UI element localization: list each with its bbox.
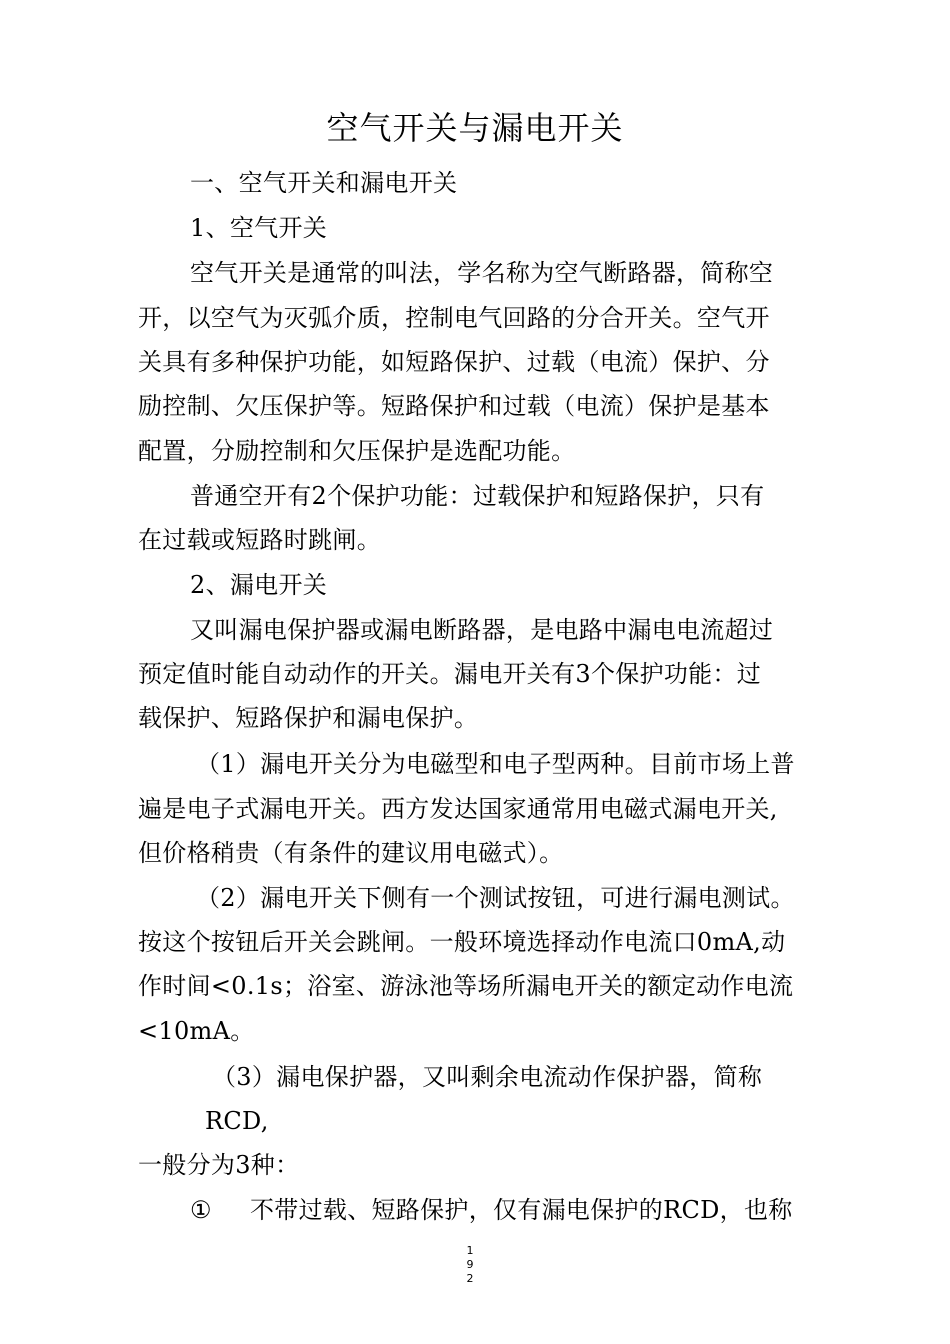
paragraph-line: 又叫漏电保护器或漏电断路器，是电路中漏电电流超过: [190, 616, 774, 644]
paragraph-line: 但价格稍贵（有条件的建议用电磁式）。: [138, 839, 564, 867]
list-marker: ①: [190, 1196, 212, 1224]
paragraph-line: 空气开关是通常的叫法，学名称为空气断路器，简称空: [190, 259, 774, 287]
paragraph-line: （2）漏电开关下侧有一个测试按钮，可进行漏电测试。: [196, 884, 795, 912]
paragraph-line: RCD,: [205, 1107, 269, 1135]
paragraph-line: 在过载或短路时跳闸。: [138, 526, 381, 554]
page-number-digit: 9: [466, 1258, 474, 1271]
paragraph-line: <10mA。: [138, 1017, 255, 1045]
subsection-heading: 1、空气开关: [190, 214, 328, 242]
paragraph-line: 遍是电子式漏电开关。西方发达国家通常用电磁式漏电开关,: [138, 795, 778, 823]
paragraph-line: 作时间<0.1s；浴室、游泳池等场所漏电开关的额定动作电流: [138, 972, 794, 1000]
paragraph-line: 一般分为3种：: [138, 1151, 300, 1179]
paragraph-line: 励控制、欠压保护等。短路保护和过载（电流）保护是基本: [138, 392, 770, 420]
paragraph-line: 普通空开有2个保护功能：过载保护和短路保护，只有: [190, 482, 765, 510]
page-number-digit: 2: [466, 1272, 474, 1285]
paragraph-line: 预定值时能自动动作的开关。漏电开关有3个保护功能：过: [138, 660, 762, 688]
document-title: 空气开关与漏电开关: [326, 109, 624, 147]
list-item-text: 不带过载、短路保护，仅有漏电保护的RCD，也称: [250, 1196, 793, 1224]
paragraph-line: 载保护、短路保护和漏电保护。: [138, 704, 479, 732]
paragraph-line: （1）漏电开关分为电磁型和电子型两种。目前市场上普: [196, 750, 795, 778]
paragraph-line: （3）漏电保护器，又叫剩余电流动作保护器，简称: [212, 1063, 763, 1091]
paragraph-line: 关具有多种保护功能，如短路保护、过载（电流）保护、分: [138, 348, 770, 376]
page-number-digit: 1: [466, 1244, 474, 1257]
paragraph-line: 按这个按钮后开关会跳闸。一般环境选择动作电流口0mA,动: [138, 928, 786, 956]
section-heading: 一、空气开关和漏电开关: [190, 169, 458, 197]
paragraph-line: 开，以空气为灭弧介质，控制电气回路的分合开关。空气开: [138, 304, 770, 332]
subsection-heading: 2、漏电开关: [190, 571, 328, 599]
paragraph-line: 配置，分励控制和欠压保护是选配功能。: [138, 437, 576, 465]
